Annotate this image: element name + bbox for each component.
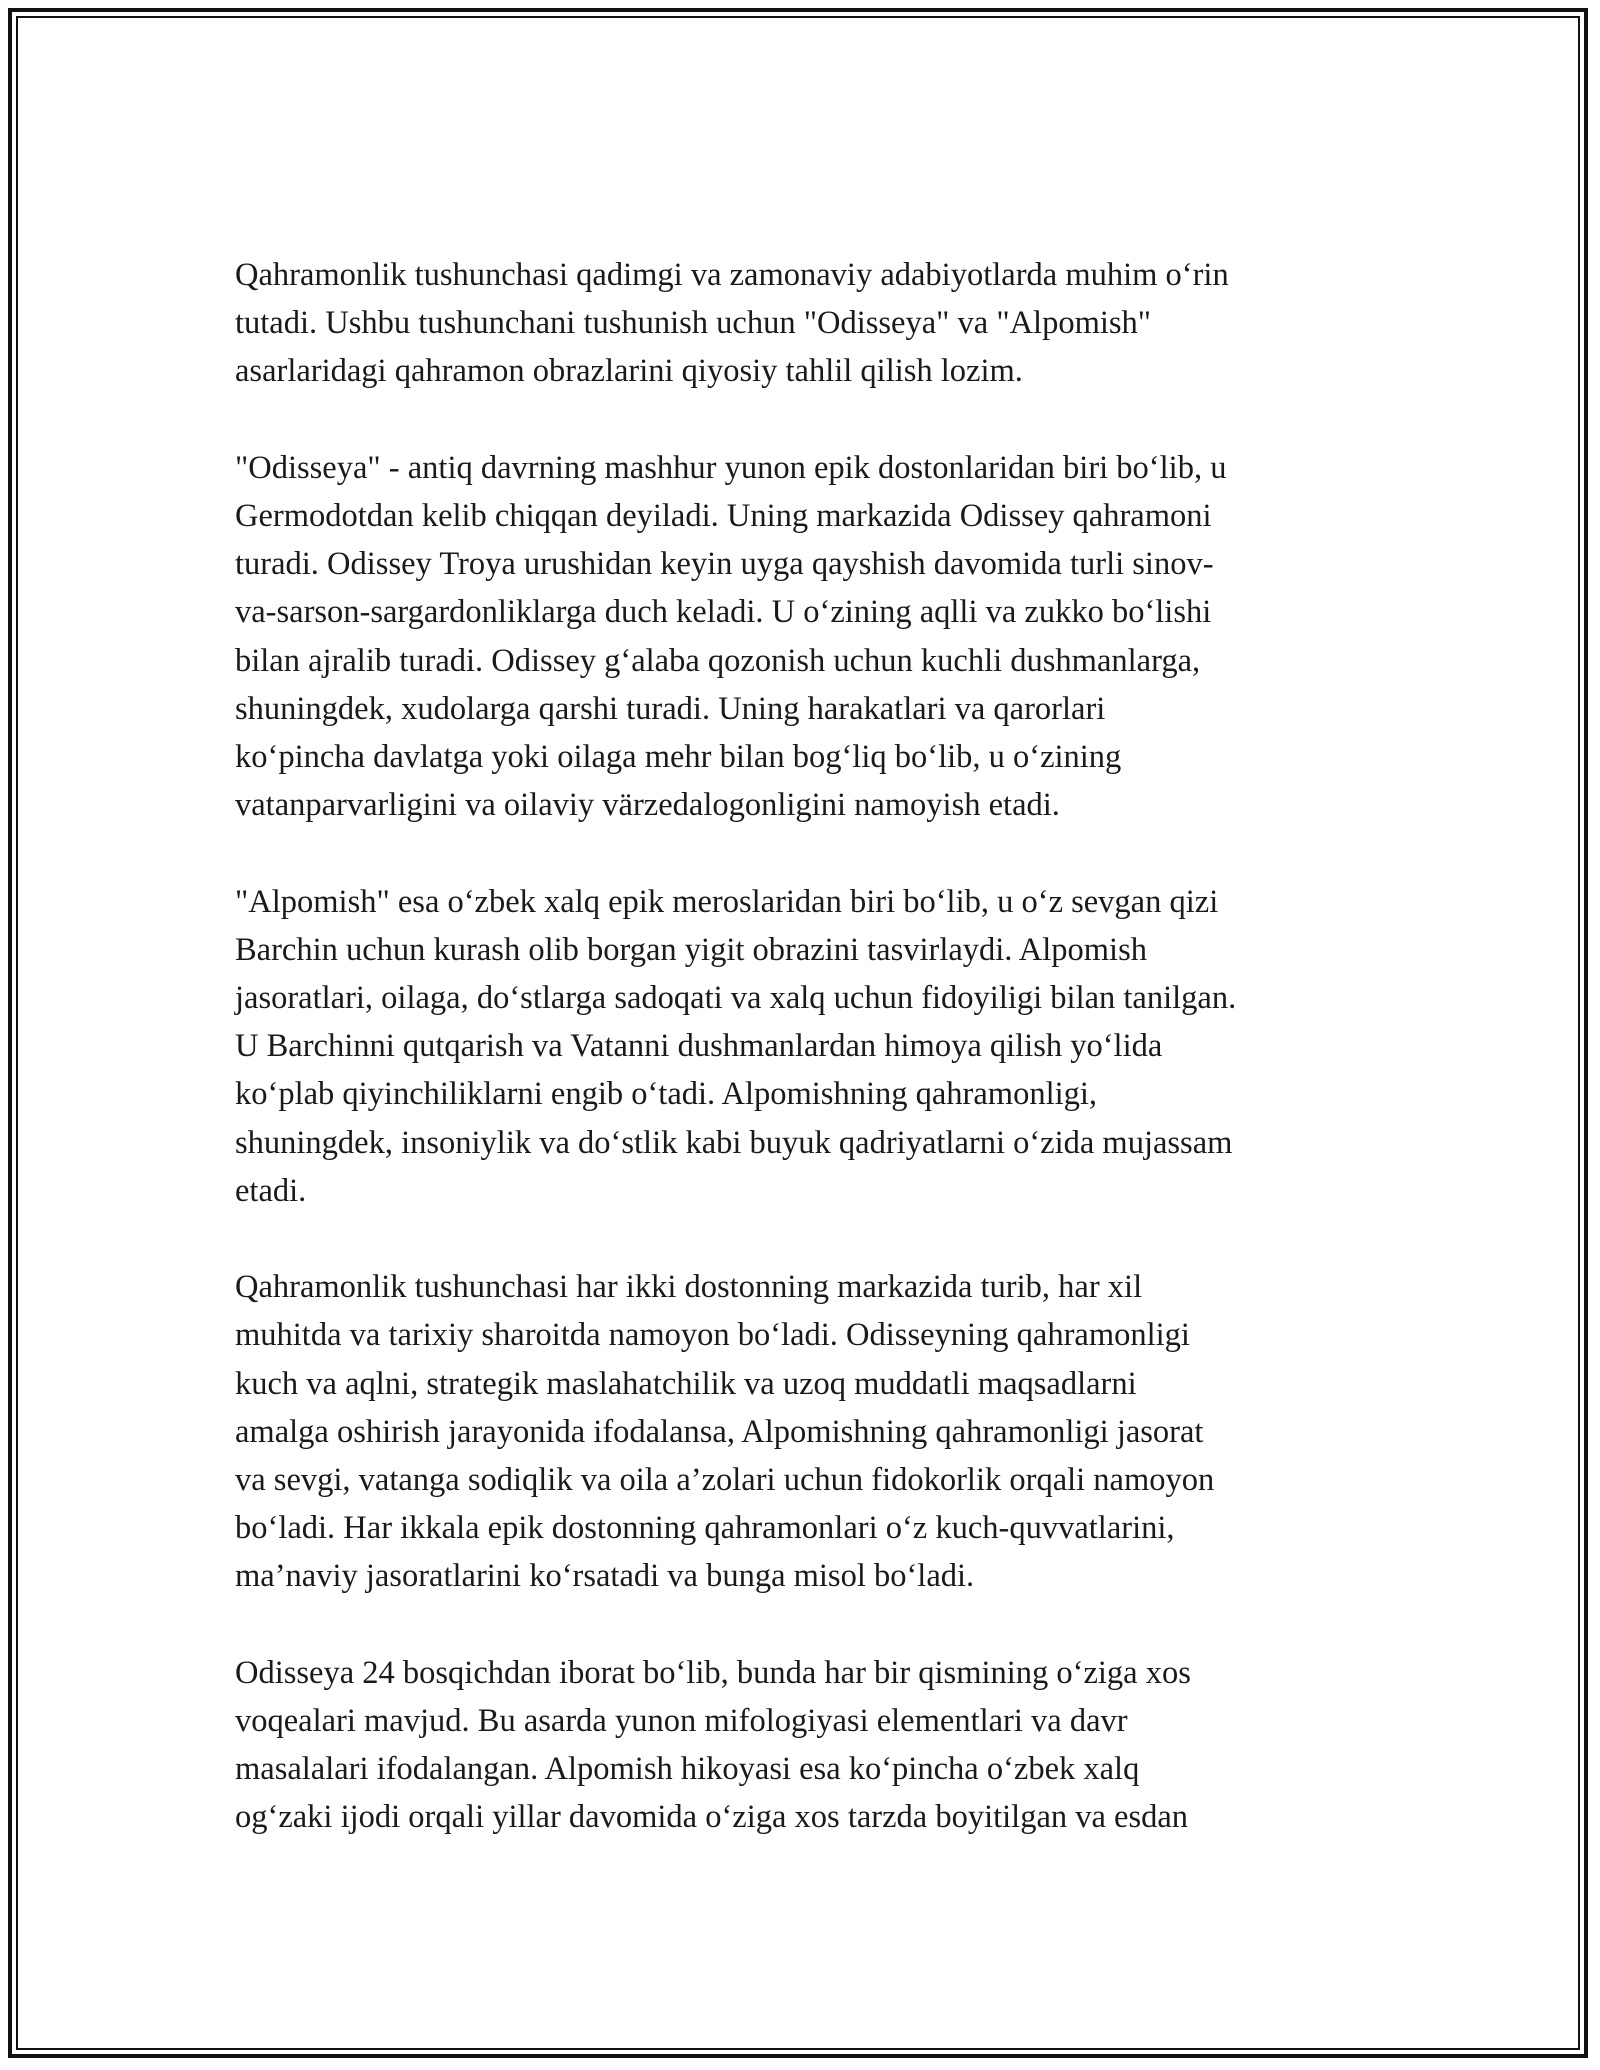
text-line: etadi.	[235, 1172, 307, 1209]
text-line: Qahramonlik tushunchasi qadimgi va zamonaviy adabiyotlarda muhim o‘rin	[235, 257, 1229, 293]
text-line: voqealari mavjud. Bu asarda yunon mifologiyasi elementlari va davr	[235, 1703, 1128, 1740]
text-line: Barchin uchun kurash olib borgan yigit obrazini tasvirlaydi. Alpomish	[235, 931, 1147, 968]
text-line: Odisseya 24 bosqichdan iborat bo‘lib, bunda har bir qismining o‘ziga xos	[235, 1654, 1191, 1691]
text-line: bilan ajralib turadi. Odissey g‘alaba qozonish uchun kuchli dushmanlarga,	[235, 642, 1201, 679]
text-line: shuningdek, insoniylik va do‘stlik kabi buyuk qadriyatlarni o‘zida mujassam	[235, 1124, 1233, 1161]
text-line: U Barchinni qutqarish va Vatanni dushmanlardan himoya qilish yo‘lida	[235, 1028, 1163, 1065]
text-line: shuningdek, xudolarga qarshi turadi. Uning harakatlari va qarorlari	[235, 690, 1106, 727]
text-line: muhitda va tarixiy sharoitda namoyon bo‘ladi. Odisseyning qahramonligi	[235, 1317, 1190, 1354]
text-line: asarlaridagi qahramon obrazlarini qiyosiy tahlil qilish lozim.	[235, 353, 1023, 390]
text-line: Germodotdan kelib chiqqan deyiladi. Uning markazida Odissey qahramoni	[235, 498, 1212, 534]
text-line: og‘zaki ijodi orqali yillar davomida o‘ziga xos tarzda boyitilgan va esdan	[235, 1799, 1189, 1836]
text-line: ma’naviy jasoratlarini ko‘rsatadi va bunga misol bo‘ladi.	[235, 1558, 975, 1595]
text-line: va sevgi, vatanga sodiqlik va oila a’zolari uchun fidokorlik orqali namoyon	[235, 1462, 1215, 1499]
text-line: amalga oshirish jarayonida ifodalansa, Alpomishning qahramonligi jasorat	[235, 1413, 1204, 1450]
paragraph-odisseya	[235, 444, 1375, 830]
text-line: ko‘pincha davlatga yoki oilaga mehr bilan bog‘liq bo‘lib, u o‘zining	[235, 739, 1122, 776]
paragraph-comparison	[235, 1263, 1375, 1600]
text-line: bo‘ladi. Har ikkala epik dostonning qahramonlari o‘z kuch-quvvatlarini,	[235, 1510, 1175, 1547]
text-line: va-sarson-sargardonliklarga duch keladi. U o‘zining aqlli va zukko bo‘lishi	[235, 594, 1212, 631]
paragraph-intro	[235, 251, 1375, 396]
text-line: ko‘plab qiyinchiliklarni engib o‘tadi. Alpomishning qahramonligi,	[235, 1076, 1098, 1113]
document-body	[235, 251, 1375, 1890]
paragraph-alpomish	[235, 878, 1375, 1215]
text-line: jasoratlari, oilaga, do‘stlarga sadoqati va xalq uchun fidoyiligi bilan tanilgan.	[235, 980, 1237, 1017]
text-line: masalalari ifodalangan. Alpomish hikoyasi esa ko‘pincha o‘zbek xalq	[235, 1751, 1140, 1788]
text-line: "Odisseya" - antiq davrning mashhur yunon epik dostonlaridan biri bo‘lib, u	[235, 449, 1227, 486]
text-line: tutadi. Ushbu tushunchani tushunish uchun "Odisseya" va "Alpomish"	[235, 305, 1152, 342]
text-line: Qahramonlik tushunchasi har ikki dostonning markazida turib, har xil	[235, 1269, 1143, 1306]
text-line: turadi. Odissey Troya urushidan keyin uyga qayshish davomida turli sinov-	[235, 546, 1214, 583]
text-line: kuch va aqlni, strategik maslahatchilik va uzoq muddatli maqsadlarni	[235, 1365, 1137, 1402]
paragraph-structure	[235, 1649, 1375, 1842]
text-line: "Alpomish" esa o‘zbek xalq epik meroslaridan biri bo‘lib, u o‘z sevgan qizi	[235, 883, 1219, 920]
text-line: vatanparvarligini va oilaviy värzedalogonligini namoyish etadi.	[235, 787, 1060, 824]
